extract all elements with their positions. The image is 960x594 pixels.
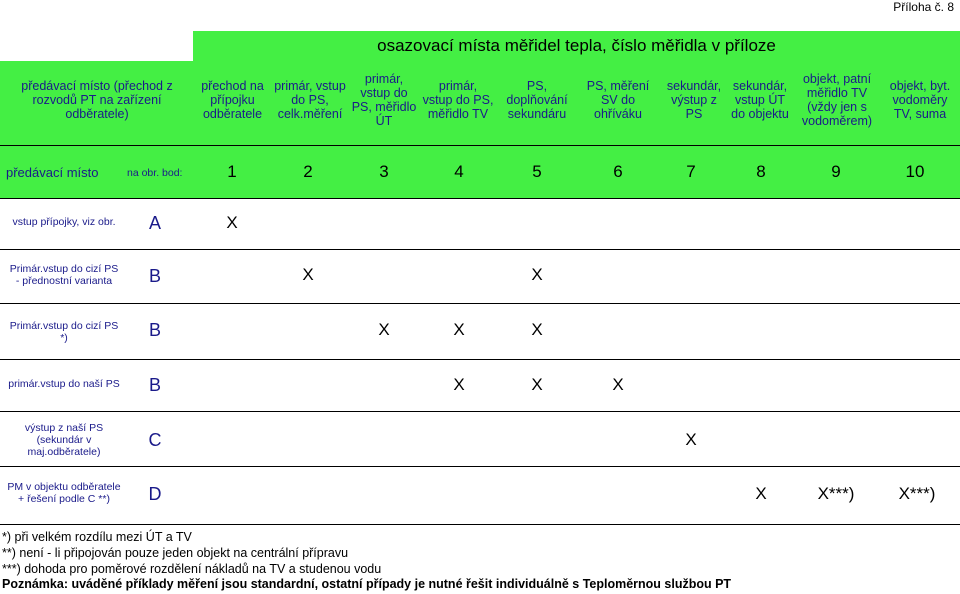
- row-d-mark-10: X***): [898, 484, 936, 503]
- row-b3-mark-6: X: [612, 375, 624, 394]
- header-cell-1: přechod na přípojku odběratele: [201, 79, 264, 121]
- row-b3-mark-4: X: [453, 375, 465, 394]
- point-number-2: 2: [303, 162, 313, 181]
- rule-row-6: [0, 524, 960, 525]
- rule-row-5: [0, 466, 960, 467]
- row-b3-mark-5: X: [531, 375, 543, 394]
- row-label-b3: primár.vstup do naší PS: [8, 378, 120, 390]
- row-letter-d: D: [148, 484, 162, 504]
- bold-note: Poznámka: uváděné příklady měření jsou standardní, ostatní případy je nutné řešit individuálně s Teploměrnou službou PT: [2, 577, 732, 591]
- row-label-c: výstup z naší PS (sekundár v maj.odběratele): [24, 422, 104, 458]
- header-cell-7: sekundár, výstup z PS: [666, 79, 722, 121]
- point-number-4: 4: [454, 162, 464, 181]
- row-label-b1: Primár.vstup do cizí PS - přednostní varianta: [9, 263, 119, 287]
- header-cell-transfer-point: předávací místo (přechod z rozvodů PT na zařízení odběratele): [21, 79, 173, 121]
- row-a-mark-1: X: [226, 213, 238, 232]
- rule-row-1: [0, 249, 960, 250]
- row-d-mark-9: X***): [817, 484, 855, 503]
- points-row-label: předávací místo: [6, 165, 99, 180]
- row-letter-b2: B: [148, 320, 161, 340]
- point-number-8: 8: [756, 162, 766, 181]
- row-d-mark-8: X: [755, 484, 767, 503]
- row-b2-mark-5: X: [531, 320, 543, 339]
- point-number-1: 1: [227, 162, 237, 181]
- point-number-7: 7: [686, 162, 696, 181]
- note-1: *) při velkém rozdílu mezi ÚT a TV: [2, 530, 192, 544]
- row-b2-mark-4: X: [453, 320, 465, 339]
- note-3: ***) dohoda pro poměrové rozdělení nákladů na TV a studenou vodu: [2, 562, 382, 576]
- row-letter-b1: B: [148, 266, 161, 286]
- point-number-3: 3: [379, 162, 389, 181]
- row-letter-c: C: [148, 430, 162, 450]
- point-number-9: 9: [831, 162, 841, 181]
- row-b1-mark-2: X: [302, 265, 314, 284]
- header-cell-8: sekundár, vstup ÚT do objektu: [731, 79, 789, 121]
- rule-row-4: [0, 411, 960, 412]
- table-title: osazovací místa měřidel tepla, číslo měřidla v příloze: [377, 36, 776, 55]
- note-2: **) není - li připojován pouze jeden objekt na centrální přípravu: [2, 546, 349, 560]
- header-cell-3: primár, vstup do PS, měřidlo ÚT: [351, 72, 417, 128]
- page-label: Příloha č. 8: [893, 0, 954, 14]
- row-letter-b3: B: [148, 375, 161, 395]
- rule-points: [0, 198, 960, 199]
- rule-header: [0, 145, 960, 146]
- rule-row-3: [0, 359, 960, 360]
- row-b2-mark-3: X: [378, 320, 390, 339]
- header-cell-9: objekt, patní měřidlo TV (vždy jen s vodoměrem): [801, 72, 873, 128]
- point-number-6: 6: [613, 162, 623, 181]
- point-number-10: 10: [905, 162, 925, 181]
- row-label-a: vstup přípojky, viz obr.: [12, 216, 116, 228]
- row-c-mark-7: X: [685, 430, 697, 449]
- header-cell-5: PS, doplňování sekundáru: [506, 79, 568, 121]
- points-row-sublabel: na obr. bod:: [127, 167, 183, 179]
- header-cell-6: PS, měření SV do ohříváku: [586, 79, 650, 121]
- row-letter-a: A: [148, 213, 161, 233]
- row-b1-mark-5: X: [531, 265, 543, 284]
- header-cell-2: primár, vstup do PS, celk.měření: [274, 79, 346, 121]
- rule-row-2: [0, 303, 960, 304]
- header-cell-4: primár, vstup do PS, měřidlo TV: [422, 79, 494, 121]
- header-cell-10: objekt, byt. vodoměry TV, suma: [889, 79, 951, 121]
- row-label-b2: Primár.vstup do cizí PS *): [9, 320, 119, 344]
- row-label-d: PM v objektu odběratele + řešení podle C **): [7, 481, 121, 505]
- point-number-5: 5: [532, 162, 542, 181]
